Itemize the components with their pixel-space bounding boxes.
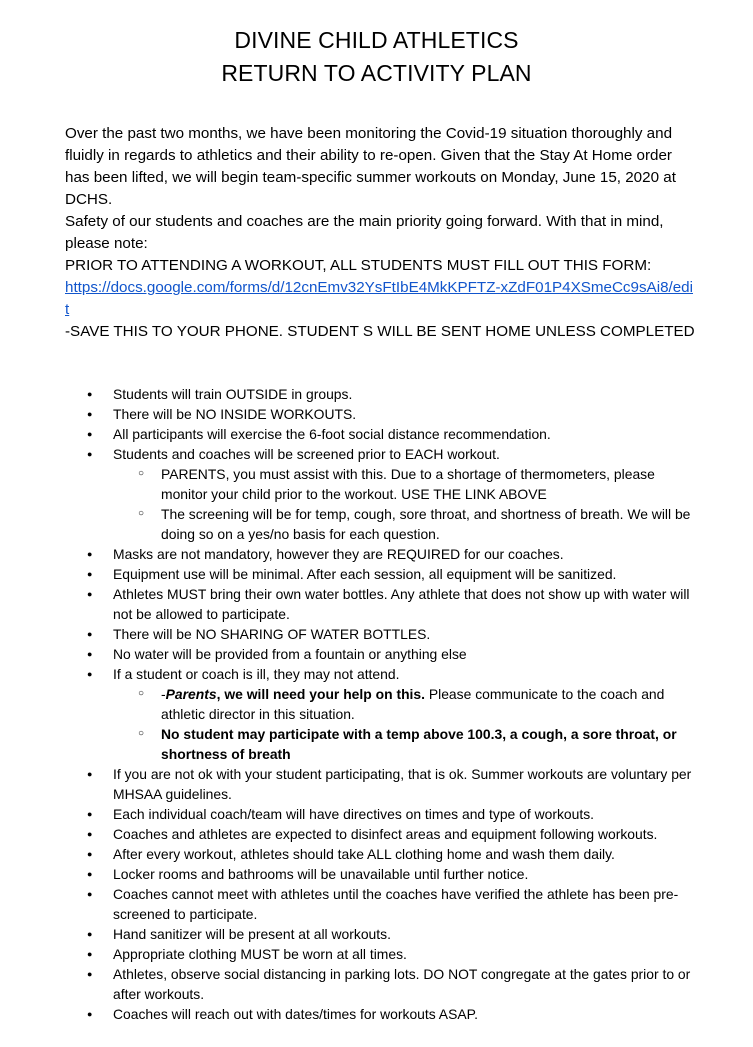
list-item: ● Athletes MUST bring their own water bottles. Any athlete that does not show up with water will not be allowed to participate. [65,584,695,624]
list-item: ● Each individual coach/team will have directives on times and type of workouts. [65,804,695,824]
form-link[interactable]: https://docs.google.com/forms/d/12cnEmv32YsFtIbE4MkKPFTZ-xZdF01P4XSmeCc9sAi8/edit [65,279,693,318]
list-item: ● Locker rooms and bathrooms will be unavailable until further notice. [65,864,695,884]
list-item: ● Students will train OUTSIDE in groups. [65,384,695,404]
list-item: ● Coaches will reach out with dates/times for workouts ASAP. [65,1004,695,1024]
sub-list-item [113,684,695,724]
list-item: ● If you are not ok with your student participating, that is ok. Summer workouts are voluntary per MHSAA guidelines. [65,764,695,804]
intro-paragraph-1: Over the past two months, we have been monitoring the Covid-19 situation thoroughly and fluidly in regards to athletics and their ability to re-open. Given that the Stay At Home order has been lifted, we will begin team-specific summer workouts on Monday, June 15, 2020 at DCHS. [65,125,676,208]
list-item: ● No water will be provided from a fountain or anything else [65,644,695,664]
illness-sublist [113,684,695,764]
list-item: ● After every workout, athletes should take ALL clothing home and wash them daily. [65,844,695,864]
sub-list-item: ○ PARENTS, you must assist with this. Due to a shortage of thermometers, please monitor your child prior to the workout. USE THE LINK ABOVE [113,464,695,504]
help-emphasis: , we will need your help on this. [216,686,425,702]
list-item: ● There will be NO INSIDE WORKOUTS. [65,404,695,424]
sub-list-item: ○ No student may participate with a temp above 100.3, a cough, a sore throat, or shortness of breath [113,724,695,764]
document-subtitle: RETURN TO ACTIVITY PLAN [221,60,532,86]
list-item: ● Athletes, observe social distancing in parking lots. DO NOT congregate at the gates prior to or after workouts. [65,964,695,1004]
list-item: ● Appropriate clothing MUST be worn at all times. [65,944,695,964]
list-item [65,444,695,544]
document-title: DIVINE CHILD ATHLETICS [234,27,519,53]
list-item: ● Coaches and athletes are expected to disinfect areas and equipment following workouts. [65,824,695,844]
list-item: ● All participants will exercise the 6-foot social distance recommendation. [65,424,695,444]
intro-section [65,123,695,343]
dash: - [161,686,166,702]
sub-list-text: Please communicate to the coach and athletic director in this situation. [161,686,665,722]
list-item: ● Equipment use will be minimal. After each session, all equipment will be sanitized. [65,564,695,584]
list-item: ● Hand sanitizer will be present at all workouts. [65,924,695,944]
list-item: ● Coaches cannot meet with athletes until the coaches have verified the athlete has been pre-screened to participate. [65,884,695,924]
list-item: ● Masks are not mandatory, however they are REQUIRED for our coaches. [65,544,695,564]
list-item: ● There will be NO SHARING OF WATER BOTTLES. [65,624,695,644]
screening-sublist [113,464,695,544]
form-notice: PRIOR TO ATTENDING A WORKOUT, ALL STUDENTS MUST FILL OUT THIS FORM: [65,257,652,274]
rules-list [65,384,695,1024]
sub-list-item: ○ The screening will be for temp, cough, sore throat, and shortness of breath. We will be doing so on a yes/no basis for each question. [113,504,695,544]
list-item-text: If a student or coach is ill, they may not attend. [113,666,400,682]
intro-paragraph-2: Safety of our students and coaches are the main priority going forward. With that in mind, please note: [65,213,664,252]
parents-emphasis: Parents [165,686,217,702]
save-notice: -SAVE THIS TO YOUR PHONE. STUDENT S WILL BE SENT HOME UNLESS COMPLETED [65,323,695,340]
list-item [65,664,695,764]
list-item-text: Students and coaches will be screened prior to EACH workout. [113,446,500,462]
